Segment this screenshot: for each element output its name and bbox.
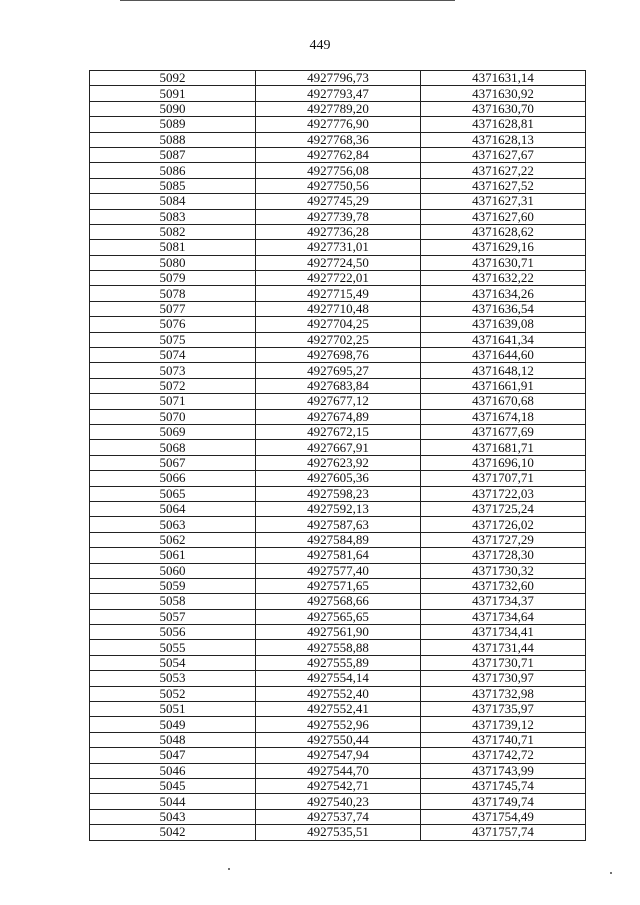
y-coordinate-cell: 4371726,02 [421, 517, 586, 532]
table-row [90, 163, 586, 178]
table-row [90, 394, 586, 409]
x-coordinate-cell: 4927762,84 [256, 147, 421, 162]
point-number-cell: 5053 [90, 671, 256, 686]
x-coordinate-cell: 4927552,40 [256, 686, 421, 701]
y-coordinate-cell: 4371641,34 [421, 332, 586, 347]
x-coordinate-cell: 4927550,44 [256, 732, 421, 747]
y-coordinate-cell: 4371707,71 [421, 471, 586, 486]
y-coordinate-cell: 4371742,72 [421, 748, 586, 763]
y-coordinate-cell: 4371631,14 [421, 71, 586, 86]
point-number-cell: 5042 [90, 825, 256, 840]
x-coordinate-cell: 4927568,66 [256, 594, 421, 609]
point-number-cell: 5080 [90, 255, 256, 270]
x-coordinate-cell: 4927561,90 [256, 625, 421, 640]
coordinates-table-body [90, 71, 586, 841]
point-number-cell: 5065 [90, 486, 256, 501]
point-number-cell: 5049 [90, 717, 256, 732]
point-number-cell: 5063 [90, 517, 256, 532]
point-number-cell: 5083 [90, 209, 256, 224]
x-coordinate-cell: 4927739,78 [256, 209, 421, 224]
table-row [90, 763, 586, 778]
table-row [90, 517, 586, 532]
x-coordinate-cell: 4927554,14 [256, 671, 421, 686]
point-number-cell: 5060 [90, 563, 256, 578]
table-row [90, 317, 586, 332]
table-row [90, 378, 586, 393]
y-coordinate-cell: 4371749,74 [421, 794, 586, 809]
y-coordinate-cell: 4371696,10 [421, 455, 586, 470]
table-row [90, 702, 586, 717]
point-number-cell: 5070 [90, 409, 256, 424]
y-coordinate-cell: 4371639,08 [421, 317, 586, 332]
y-coordinate-cell: 4371730,32 [421, 563, 586, 578]
point-number-cell: 5087 [90, 147, 256, 162]
y-coordinate-cell: 4371732,98 [421, 686, 586, 701]
table-row [90, 424, 586, 439]
y-coordinate-cell: 4371757,74 [421, 825, 586, 840]
table-row [90, 671, 586, 686]
x-coordinate-cell: 4927571,65 [256, 578, 421, 593]
point-number-cell: 5064 [90, 501, 256, 516]
point-number-cell: 5076 [90, 317, 256, 332]
y-coordinate-cell: 4371728,30 [421, 548, 586, 563]
x-coordinate-cell: 4927776,90 [256, 117, 421, 132]
y-coordinate-cell: 4371644,60 [421, 348, 586, 363]
y-coordinate-cell: 4371630,71 [421, 255, 586, 270]
x-coordinate-cell: 4927768,36 [256, 132, 421, 147]
point-number-cell: 5045 [90, 778, 256, 793]
y-coordinate-cell: 4371681,71 [421, 440, 586, 455]
x-coordinate-cell: 4927722,01 [256, 271, 421, 286]
y-coordinate-cell: 4371632,22 [421, 271, 586, 286]
point-number-cell: 5044 [90, 794, 256, 809]
table-row [90, 625, 586, 640]
table-row [90, 471, 586, 486]
x-coordinate-cell: 4927667,91 [256, 440, 421, 455]
y-coordinate-cell: 4371732,60 [421, 578, 586, 593]
x-coordinate-cell: 4927581,64 [256, 548, 421, 563]
table-row [90, 132, 586, 147]
table-row [90, 194, 586, 209]
table-row [90, 717, 586, 732]
y-coordinate-cell: 4371740,71 [421, 732, 586, 747]
x-coordinate-cell: 4927552,96 [256, 717, 421, 732]
table-row [90, 686, 586, 701]
x-coordinate-cell: 4927540,23 [256, 794, 421, 809]
point-number-cell: 5086 [90, 163, 256, 178]
x-coordinate-cell: 4927598,23 [256, 486, 421, 501]
table-row [90, 147, 586, 162]
x-coordinate-cell: 4927587,63 [256, 517, 421, 532]
x-coordinate-cell: 4927677,12 [256, 394, 421, 409]
point-number-cell: 5075 [90, 332, 256, 347]
y-coordinate-cell: 4371731,44 [421, 640, 586, 655]
x-coordinate-cell: 4927592,13 [256, 501, 421, 516]
y-coordinate-cell: 4371674,18 [421, 409, 586, 424]
x-coordinate-cell: 4927672,15 [256, 424, 421, 439]
x-coordinate-cell: 4927544,70 [256, 763, 421, 778]
point-number-cell: 5061 [90, 548, 256, 563]
table-row [90, 655, 586, 670]
y-coordinate-cell: 4371730,71 [421, 655, 586, 670]
table-row [90, 271, 586, 286]
point-number-cell: 5052 [90, 686, 256, 701]
y-coordinate-cell: 4371722,03 [421, 486, 586, 501]
table-row [90, 594, 586, 609]
x-coordinate-cell: 4927535,51 [256, 825, 421, 840]
table-row [90, 286, 586, 301]
table-row [90, 409, 586, 424]
scan-speck [228, 868, 230, 870]
point-number-cell: 5082 [90, 224, 256, 239]
x-coordinate-cell: 4927683,84 [256, 378, 421, 393]
point-number-cell: 5077 [90, 301, 256, 316]
x-coordinate-cell: 4927565,65 [256, 609, 421, 624]
table-row [90, 224, 586, 239]
point-number-cell: 5090 [90, 101, 256, 116]
y-coordinate-cell: 4371727,29 [421, 532, 586, 547]
y-coordinate-cell: 4371734,41 [421, 625, 586, 640]
y-coordinate-cell: 4371629,16 [421, 240, 586, 255]
point-number-cell: 5054 [90, 655, 256, 670]
x-coordinate-cell: 4927623,92 [256, 455, 421, 470]
point-number-cell: 5073 [90, 363, 256, 378]
point-number-cell: 5081 [90, 240, 256, 255]
point-number-cell: 5072 [90, 378, 256, 393]
y-coordinate-cell: 4371730,97 [421, 671, 586, 686]
y-coordinate-cell: 4371735,97 [421, 702, 586, 717]
table-row [90, 640, 586, 655]
table-row [90, 101, 586, 116]
y-coordinate-cell: 4371745,74 [421, 778, 586, 793]
table-row [90, 332, 586, 347]
y-coordinate-cell: 4371628,13 [421, 132, 586, 147]
page-number: 449 [309, 38, 331, 53]
table-row [90, 609, 586, 624]
point-number-cell: 5059 [90, 578, 256, 593]
point-number-cell: 5048 [90, 732, 256, 747]
x-coordinate-cell: 4927584,89 [256, 532, 421, 547]
table-row [90, 732, 586, 747]
table-row [90, 794, 586, 809]
point-number-cell: 5069 [90, 424, 256, 439]
table-row [90, 209, 586, 224]
x-coordinate-cell: 4927750,56 [256, 178, 421, 193]
point-number-cell: 5067 [90, 455, 256, 470]
table-row [90, 578, 586, 593]
x-coordinate-cell: 4927756,08 [256, 163, 421, 178]
y-coordinate-cell: 4371627,67 [421, 147, 586, 162]
y-coordinate-cell: 4371628,81 [421, 117, 586, 132]
point-number-cell: 5071 [90, 394, 256, 409]
y-coordinate-cell: 4371677,69 [421, 424, 586, 439]
scan-speck [610, 872, 612, 874]
coordinates-table [89, 70, 586, 841]
y-coordinate-cell: 4371627,31 [421, 194, 586, 209]
y-coordinate-cell: 4371627,60 [421, 209, 586, 224]
y-coordinate-cell: 4371754,49 [421, 809, 586, 824]
point-number-cell: 5068 [90, 440, 256, 455]
x-coordinate-cell: 4927555,89 [256, 655, 421, 670]
point-number-cell: 5056 [90, 625, 256, 640]
point-number-cell: 5092 [90, 71, 256, 86]
x-coordinate-cell: 4927736,28 [256, 224, 421, 239]
x-coordinate-cell: 4927793,47 [256, 86, 421, 101]
y-coordinate-cell: 4371627,22 [421, 163, 586, 178]
y-coordinate-cell: 4371634,26 [421, 286, 586, 301]
table-row [90, 532, 586, 547]
point-number-cell: 5066 [90, 471, 256, 486]
table-row [90, 563, 586, 578]
top-rule [120, 0, 455, 1]
y-coordinate-cell: 4371630,70 [421, 101, 586, 116]
y-coordinate-cell: 4371739,12 [421, 717, 586, 732]
x-coordinate-cell: 4927605,36 [256, 471, 421, 486]
table-row [90, 255, 586, 270]
x-coordinate-cell: 4927695,27 [256, 363, 421, 378]
table-row [90, 809, 586, 824]
table-row [90, 301, 586, 316]
x-coordinate-cell: 4927715,49 [256, 286, 421, 301]
y-coordinate-cell: 4371627,52 [421, 178, 586, 193]
table-row [90, 86, 586, 101]
table-row [90, 778, 586, 793]
y-coordinate-cell: 4371670,68 [421, 394, 586, 409]
point-number-cell: 5057 [90, 609, 256, 624]
table-row [90, 748, 586, 763]
table-row [90, 363, 586, 378]
table-row [90, 178, 586, 193]
x-coordinate-cell: 4927710,48 [256, 301, 421, 316]
x-coordinate-cell: 4927542,71 [256, 778, 421, 793]
x-coordinate-cell: 4927558,88 [256, 640, 421, 655]
point-number-cell: 5058 [90, 594, 256, 609]
table-row [90, 240, 586, 255]
point-number-cell: 5085 [90, 178, 256, 193]
point-number-cell: 5062 [90, 532, 256, 547]
x-coordinate-cell: 4927698,76 [256, 348, 421, 363]
y-coordinate-cell: 4371734,37 [421, 594, 586, 609]
point-number-cell: 5084 [90, 194, 256, 209]
x-coordinate-cell: 4927552,41 [256, 702, 421, 717]
point-number-cell: 5079 [90, 271, 256, 286]
x-coordinate-cell: 4927702,25 [256, 332, 421, 347]
table-row [90, 825, 586, 840]
x-coordinate-cell: 4927577,40 [256, 563, 421, 578]
point-number-cell: 5091 [90, 86, 256, 101]
x-coordinate-cell: 4927537,74 [256, 809, 421, 824]
point-number-cell: 5089 [90, 117, 256, 132]
table-row [90, 117, 586, 132]
x-coordinate-cell: 4927674,89 [256, 409, 421, 424]
x-coordinate-cell: 4927796,73 [256, 71, 421, 86]
x-coordinate-cell: 4927724,50 [256, 255, 421, 270]
point-number-cell: 5055 [90, 640, 256, 655]
point-number-cell: 5043 [90, 809, 256, 824]
x-coordinate-cell: 4927731,01 [256, 240, 421, 255]
table-row [90, 71, 586, 86]
table-row [90, 501, 586, 516]
table-row [90, 548, 586, 563]
y-coordinate-cell: 4371661,91 [421, 378, 586, 393]
x-coordinate-cell: 4927745,29 [256, 194, 421, 209]
table-row [90, 455, 586, 470]
y-coordinate-cell: 4371743,99 [421, 763, 586, 778]
point-number-cell: 5074 [90, 348, 256, 363]
point-number-cell: 5088 [90, 132, 256, 147]
y-coordinate-cell: 4371630,92 [421, 86, 586, 101]
x-coordinate-cell: 4927547,94 [256, 748, 421, 763]
y-coordinate-cell: 4371636,54 [421, 301, 586, 316]
point-number-cell: 5046 [90, 763, 256, 778]
table-row [90, 486, 586, 501]
y-coordinate-cell: 4371734,64 [421, 609, 586, 624]
y-coordinate-cell: 4371725,24 [421, 501, 586, 516]
point-number-cell: 5047 [90, 748, 256, 763]
table-row [90, 440, 586, 455]
y-coordinate-cell: 4371648,12 [421, 363, 586, 378]
point-number-cell: 5078 [90, 286, 256, 301]
x-coordinate-cell: 4927704,25 [256, 317, 421, 332]
point-number-cell: 5051 [90, 702, 256, 717]
x-coordinate-cell: 4927789,20 [256, 101, 421, 116]
y-coordinate-cell: 4371628,62 [421, 224, 586, 239]
table-row [90, 348, 586, 363]
